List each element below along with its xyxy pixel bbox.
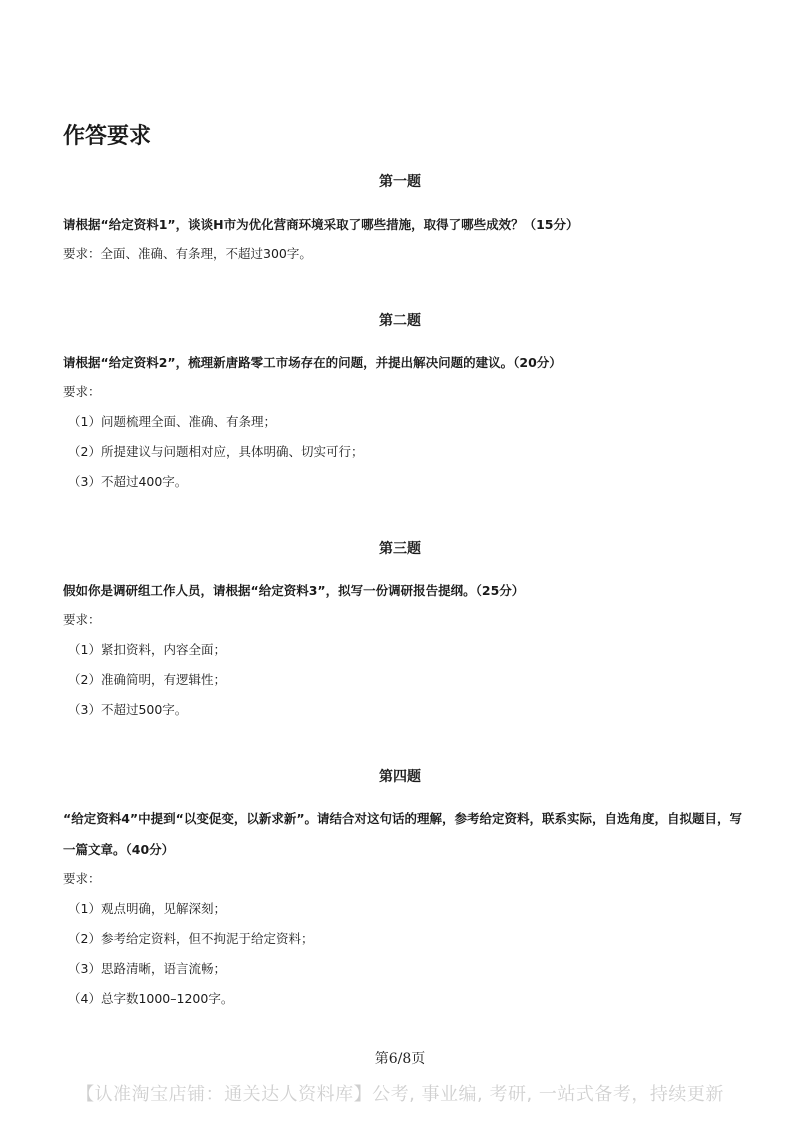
question-3-item: （1）紧扣资料，内容全面； [68, 642, 226, 657]
page-title: 作答要求 [63, 124, 152, 149]
question-1-prompt: 请根据“给定资料1”，谈谈H市为优化营商环境采取了哪些措施，取得了哪些成效？（15分） [63, 217, 579, 232]
question-4-heading: 第四题 [379, 769, 421, 785]
question-4-item: （2）参考给定资料，但不拘泥于给定资料； [68, 931, 314, 946]
question-2-prompt: 请根据“给定资料2”，梳理新唐路零工市场存在的问题，并提出解决问题的建议。（20分） [63, 355, 562, 370]
watermark-text: 【认准淘宝店铺：通关达人资料库】公考, 事业编, 考研, 一站式备考，持续更新 [76, 1084, 724, 1105]
question-3-heading: 第三题 [379, 541, 421, 557]
question-1-heading: 第一题 [379, 174, 421, 190]
question-2-heading: 第二题 [379, 313, 421, 329]
question-2-item: （2）所提建议与问题相对应，具体明确、切实可行； [68, 444, 364, 459]
question-4-requirement: 要求： [63, 871, 101, 886]
question-4-prompt: “给定资料4”中提到“以变促变，以新求新”。请结合对这句话的理解，参考给定资料，联系实际，自选角度，自拟题目，写一篇文章。（40分） [63, 811, 743, 857]
question-1-requirement: 要求：全面、准确、有条理，不超过300字。 [63, 246, 312, 261]
question-2-requirement: 要求： [63, 384, 101, 399]
question-3-item: （3）不超过500字。 [68, 702, 188, 717]
question-3-requirement: 要求： [63, 612, 101, 627]
question-4-item: （3）思路清晰，语言流畅； [68, 961, 226, 976]
question-3-item: （2）准确简明，有逻辑性； [68, 672, 226, 687]
question-4-item: （4）总字数1000–1200字。 [68, 991, 234, 1006]
question-3-prompt: 假如你是调研组工作人员，请根据“给定资料3”，拟写一份调研报告提纲。（25分） [63, 583, 525, 598]
question-4-item: （1）观点明确，见解深刻； [68, 901, 226, 916]
question-2-item: （1）问题梳理全面、准确、有条理； [68, 414, 276, 429]
page-number: 第6/8页 [374, 1051, 426, 1067]
question-2-item: （3）不超过400字。 [68, 474, 188, 489]
